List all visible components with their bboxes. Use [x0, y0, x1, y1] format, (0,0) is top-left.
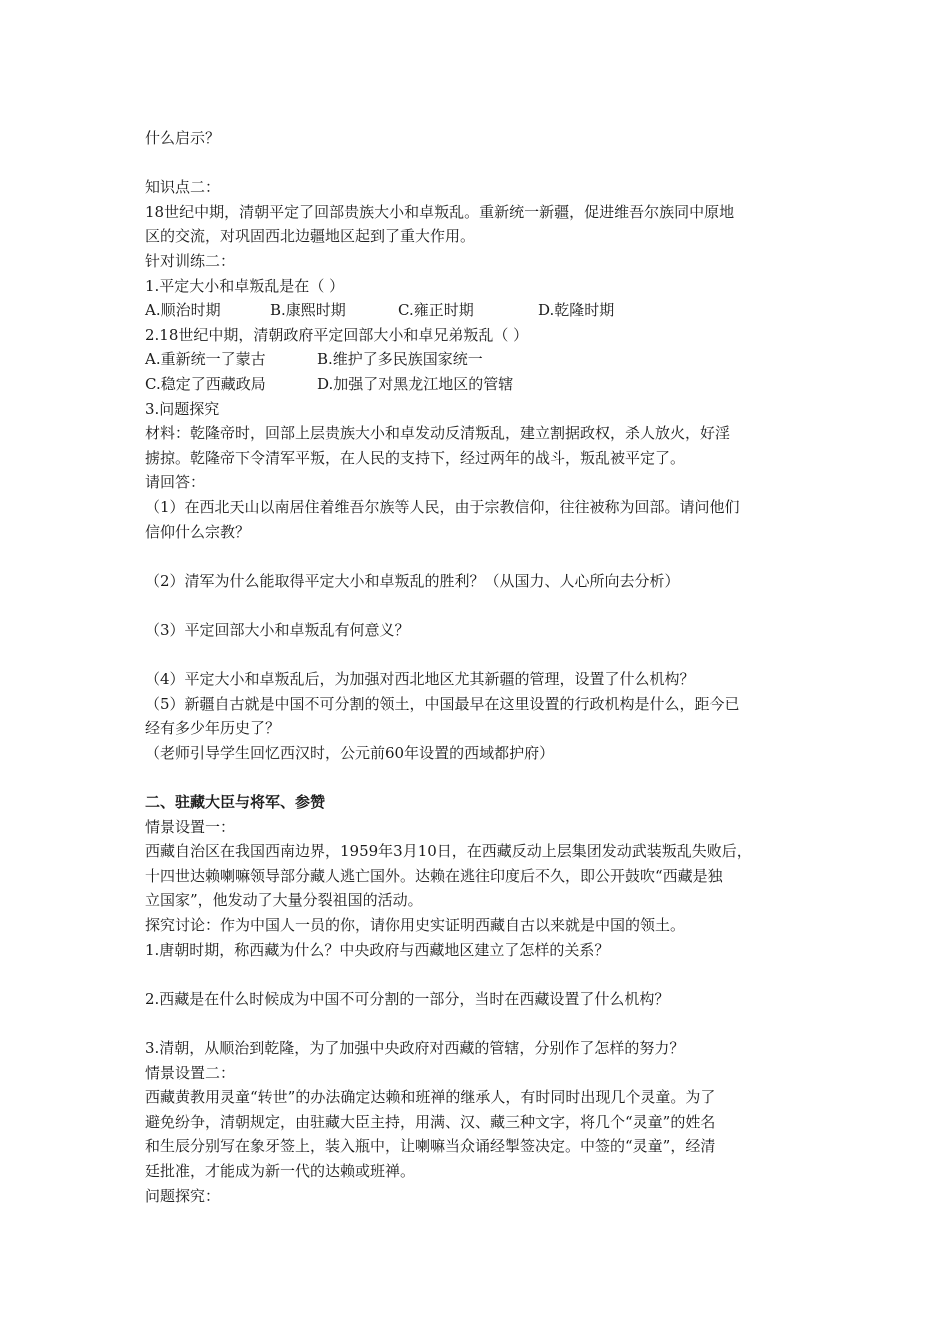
text-line: （老师引导学生回忆西汉时，公元前60年设置的西域都护府）	[145, 743, 555, 762]
answer-option: A.顺治时期	[145, 301, 221, 320]
text-line: 掳掠。乾隆帝下令清军平叛，在人民的支持下，经过两年的战斗，叛乱被平定了。	[145, 448, 686, 467]
text-line: 18世纪中期，清朝平定了回部贵族大小和卓叛乱。重新统一新疆，促进维吾尔族同中原地	[145, 202, 735, 221]
text-line: 经有多少年历史了？	[145, 719, 281, 738]
answer-option: D.乾隆时期	[538, 301, 615, 320]
answer-options-q2-row1	[145, 347, 825, 372]
text-line: 1.唐朝时期，称西藏为什么？中央政府与西藏地区建立了怎样的关系？	[145, 940, 610, 959]
text-line: 十四世达赖喇嘛领导部分藏人逃亡国外。达赖在逃往印度后不久，即公开鼓吹“西藏是独	[145, 866, 723, 885]
text-line: 针对训练二：	[145, 251, 236, 270]
text-line: 请回答：	[145, 473, 206, 492]
text-line: 3.清朝，从顺治到乾隆，为了加强中央政府对西藏的管辖，分别作了怎样的努力？	[145, 1038, 685, 1057]
blank-line	[145, 765, 825, 790]
text-line: （5）新疆自古就是中国不可分割的领土，中国最早在这里设置的行政机构是什么，距今已	[145, 694, 740, 713]
text-line: 避免纷争，清朝规定，由驻藏大臣主持，用满、汉、藏三种文字，将几个“灵童”的姓名	[145, 1112, 716, 1131]
answer-option: A.重新统一了蒙古	[145, 350, 266, 369]
text-line: 区的交流，对巩固西北边疆地区起到了重大作用。	[145, 227, 476, 246]
blank-line	[145, 642, 825, 667]
text-line: 2.西藏是在什么时候成为中国不可分割的一部分，当时在西藏设置了什么机构？	[145, 989, 670, 1008]
text-line: 西藏自治区在我国西南边界，1959年3月10日，在西藏反动上层集团发动武装叛乱失败后，	[145, 842, 752, 861]
text-line: 3.问题探究	[145, 399, 220, 418]
text-line: 1.平定大小和卓叛乱是在（ ）	[145, 276, 345, 295]
text-line: 情景设置一：	[145, 817, 236, 836]
blank-line	[145, 544, 825, 569]
text-line: 信仰什么宗教？	[145, 522, 251, 541]
text-line: （3）平定回部大小和卓叛乱有何意义？	[145, 620, 410, 639]
blank-line	[145, 1011, 825, 1036]
answer-option: B.维护了多民族国家统一	[317, 350, 483, 369]
answer-option: D.加强了对黑龙江地区的管辖	[317, 374, 514, 393]
text-line: 知识点二：	[145, 178, 221, 197]
answer-options-q1	[145, 298, 825, 323]
text-line: （4）平定大小和卓叛乱后，为加强对西北地区尤其新疆的管理，设置了什么机构？	[145, 670, 695, 689]
text-line: 和生辰分别写在象牙签上，装入瓶中，让喇嘛当众诵经掣签决定。中签的“灵童”，经清	[145, 1137, 716, 1156]
document-page	[145, 126, 825, 1208]
text-line: 什么启示？	[145, 129, 221, 147]
text-line: 廷批准，才能成为新一代的达赖或班禅。	[145, 1161, 416, 1180]
text-line: （2）清军为什么能取得平定大小和卓叛乱的胜利？（从国力、人心所向去分析）	[145, 571, 680, 590]
blank-line	[145, 962, 825, 987]
section-heading: 二、驻藏大臣与将军、参赞	[145, 793, 326, 812]
text-line: 情景设置二：	[145, 1063, 236, 1082]
blank-line	[145, 593, 825, 618]
text-line: 2.18世纪中期，清朝政府平定回部大小和卓兄弟叛乱（ ）	[145, 325, 529, 344]
text-line: 材料：乾隆帝时，回部上层贵族大小和卓发动反清叛乱，建立割据政权，杀人放火，好淫	[145, 424, 731, 443]
answer-option: C.雍正时期	[398, 301, 474, 320]
answer-option: C.稳定了西藏政局	[145, 374, 266, 393]
text-line: 探究讨论：作为中国人一员的你，请你用史实证明西藏自古以来就是中国的领土。	[145, 916, 686, 934]
text-line: 问题探究：	[145, 1186, 221, 1205]
answer-options-q2-row2	[145, 372, 825, 397]
text-line: （1）在西北天山以南居住着维吾尔族等人民，由于宗教信仰，往往被称为回部。请问他们	[145, 497, 740, 516]
text-line: 西藏黄教用灵童“转世”的办法确定达赖和班禅的继承人，有时同时出现几个灵童。为了	[145, 1088, 716, 1107]
text-line: 立国家”，他发动了大量分裂祖国的活动。	[145, 891, 423, 910]
answer-option: B.康熙时期	[270, 301, 346, 320]
blank-line	[145, 151, 825, 176]
